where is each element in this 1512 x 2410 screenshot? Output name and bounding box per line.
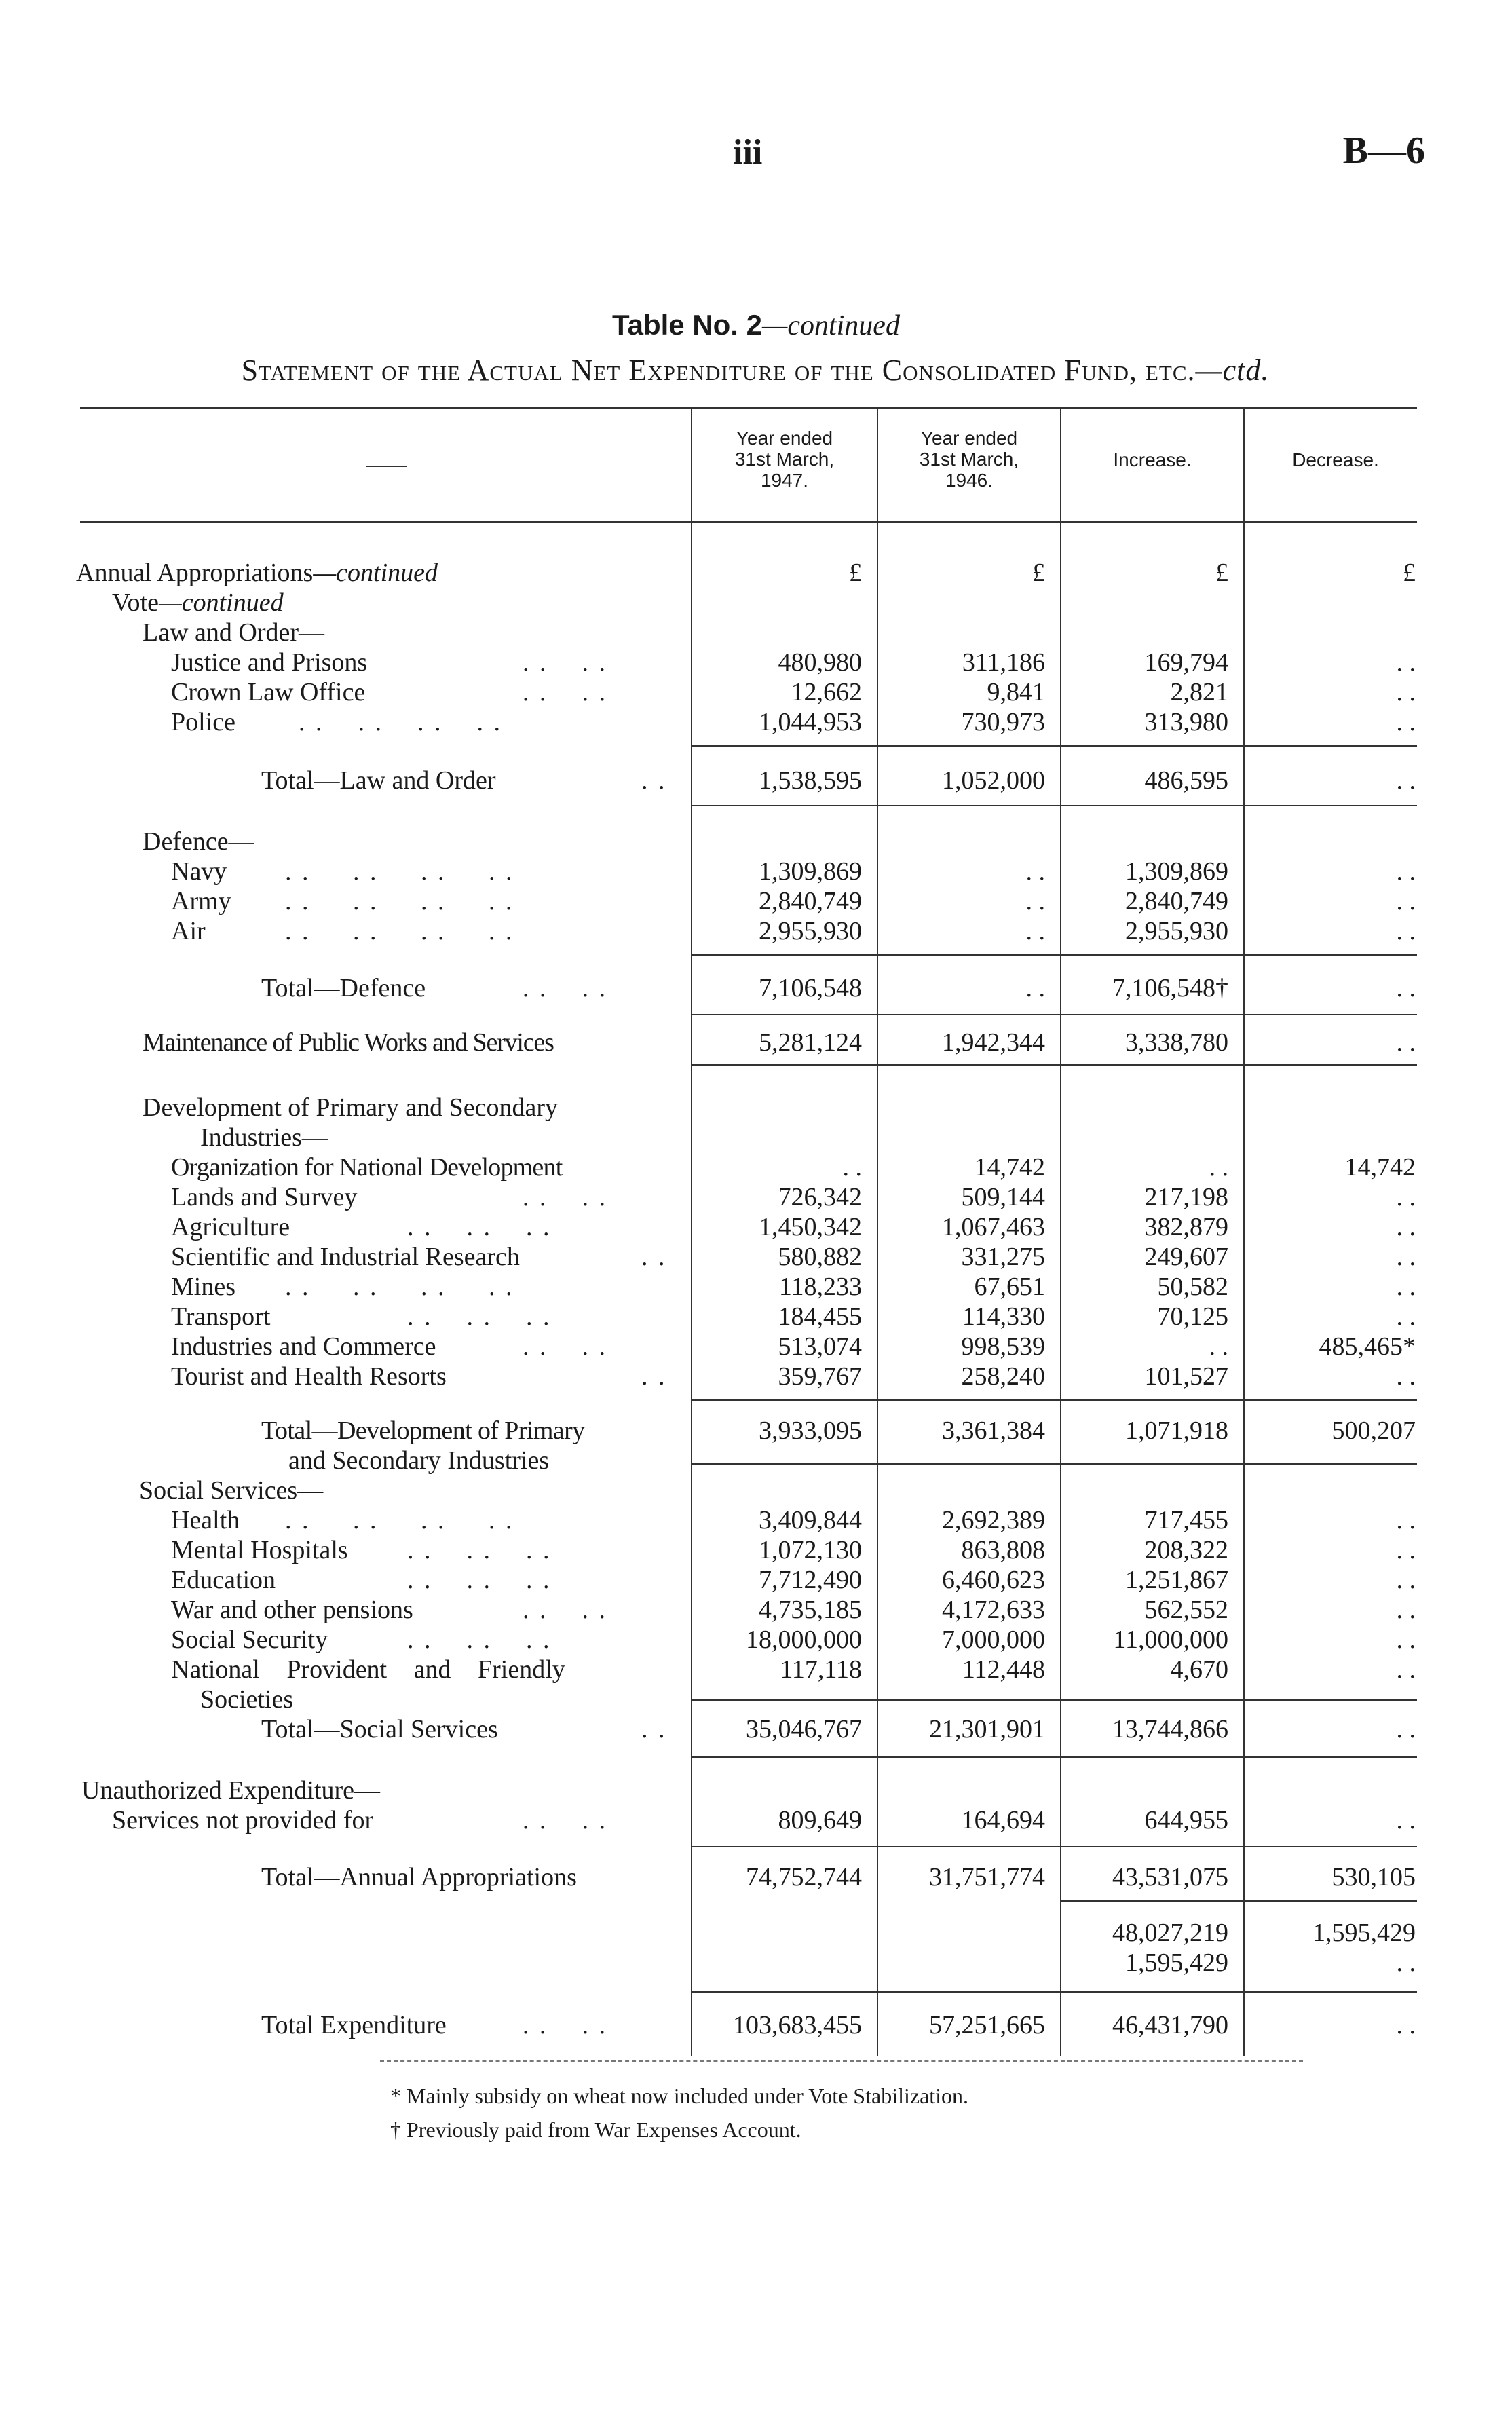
- heading-social-services: Social Services—: [139, 1476, 324, 1505]
- subtotal-rule: [691, 1014, 1417, 1015]
- cell-decrease: . .: [1396, 1506, 1416, 1535]
- table-subtitle: [80, 353, 1431, 388]
- leader-dots: . . . . . .: [407, 1566, 552, 1594]
- cell-1946: 311,186: [962, 648, 1045, 677]
- cell-1946: 730,973: [961, 708, 1045, 736]
- cell-1946: 57,251,665: [929, 2011, 1045, 2039]
- row-label: National Provident and Friendly: [171, 1655, 565, 1684]
- heading-defence: Defence—: [143, 827, 254, 856]
- cell-decrease: . .: [1396, 974, 1416, 1002]
- total-row: [0, 973, 1512, 1003]
- cell-1947: 7,712,490: [759, 1566, 862, 1594]
- cell-1946: 863,808: [961, 1536, 1045, 1564]
- heading-vote: [112, 588, 284, 618]
- leader-dots: . . . .: [523, 974, 607, 1002]
- cell-decrease: . .: [1396, 1213, 1416, 1241]
- heading-industries: Industries—: [200, 1123, 328, 1152]
- grand-total-row: [0, 2010, 1512, 2040]
- cell-increase: 169,794: [1144, 648, 1228, 677]
- table-row: [0, 1361, 1512, 1391]
- leader-dots: . . . . . . . .: [285, 917, 514, 945]
- subtotal-rule: [691, 745, 1417, 747]
- table-row: [0, 1655, 1512, 1684]
- cell-1947: 3,933,095: [759, 1416, 862, 1445]
- cell-1946: 6,460,623: [942, 1566, 1045, 1594]
- leader-dots: . . . . . .: [407, 1625, 552, 1654]
- leader-dots: . . . . . .: [407, 1302, 552, 1331]
- subtotal-rule: [691, 1399, 1417, 1401]
- table-row: [0, 856, 1512, 886]
- subtotal-rule: [691, 1846, 1417, 1847]
- table-row: [0, 1565, 1512, 1595]
- cell-increase: 208,322: [1144, 1536, 1228, 1564]
- leader-dots: . .: [641, 1715, 667, 1744]
- cell-1947: 480,980: [778, 648, 862, 677]
- heading-law-and-order: Law and Order—: [143, 618, 325, 647]
- cell-increase: 562,552: [1144, 1596, 1228, 1624]
- leader-dots: . . . . . . . .: [285, 1506, 514, 1535]
- cell-1947: 4,735,185: [759, 1596, 862, 1624]
- section-rule: [691, 1064, 1417, 1066]
- table-row: [0, 1505, 1512, 1535]
- row-label: Lands and Survey: [171, 1183, 358, 1211]
- cell-1947: 513,074: [778, 1332, 862, 1361]
- cell-increase: 217,198: [1144, 1183, 1228, 1211]
- heading-row: [0, 588, 1512, 618]
- cell-decrease: . .: [1396, 678, 1416, 707]
- heading-development: Development of Primary and Secondary: [143, 1093, 559, 1122]
- cell-1946: 258,240: [961, 1362, 1045, 1391]
- heading-vote-continued: —continued: [158, 588, 284, 617]
- col-head-1947-line1: Year ended: [736, 428, 833, 449]
- col-head-1946-line3: 1946.: [945, 470, 994, 491]
- row-label-continued: and Secondary Industries: [288, 1446, 550, 1475]
- leader-dots: . . . .: [523, 1806, 607, 1834]
- table-row: [0, 1595, 1512, 1625]
- row-label: Total—Law and Order: [261, 766, 496, 795]
- cell-decrease: . .: [1396, 2011, 1416, 2039]
- cell-1946: 1,052,000: [942, 766, 1045, 795]
- leader-dots: . . . .: [523, 1183, 607, 1211]
- col-head-1947-line3: 1947.: [760, 470, 809, 491]
- cell-1947: 74,752,744: [746, 1863, 862, 1891]
- row-label: Tourist and Health Resorts: [171, 1362, 447, 1391]
- cell-decrease: . .: [1396, 1566, 1416, 1594]
- cell-increase: 1,071,918: [1125, 1416, 1228, 1445]
- col-head-1946-line2: 31st March,: [919, 449, 1019, 470]
- currency-row: [0, 558, 1512, 588]
- cell-1947: 103,683,455: [733, 2011, 862, 2039]
- document-code: B—6: [1342, 130, 1425, 172]
- row-label: Agriculture: [171, 1213, 290, 1241]
- cell-increase: 70,125: [1157, 1302, 1228, 1331]
- row-label: Maintenance of Public Works and Services: [143, 1028, 554, 1057]
- cell-increase: 1,595,429: [1125, 1948, 1228, 1977]
- cell-1946: . .: [1025, 887, 1045, 916]
- leader-dots: . . . .: [523, 648, 607, 677]
- heading-row: [0, 618, 1512, 647]
- cell-1947: 1,072,130: [759, 1536, 862, 1564]
- cell-decrease: . .: [1396, 1183, 1416, 1211]
- cell-1947: 359,767: [778, 1362, 862, 1391]
- subtotal-rule: [691, 805, 1417, 806]
- table-row: [0, 677, 1512, 707]
- subtotal-rule: [691, 1463, 1417, 1465]
- leader-dots: . . . . . . . .: [285, 1273, 514, 1301]
- cell-decrease: . .: [1396, 887, 1416, 916]
- cell-1946: 2,692,389: [942, 1506, 1045, 1535]
- table-bottom-rule: [380, 2060, 1303, 2062]
- table-row: [0, 1152, 1512, 1182]
- cell-1947: 18,000,000: [746, 1625, 862, 1654]
- cell-1947: 7,106,548: [759, 974, 862, 1002]
- leader-dots: . . . . . .: [407, 1213, 552, 1241]
- row-label: Mental Hospitals: [171, 1536, 348, 1564]
- cell-increase: 644,955: [1144, 1806, 1228, 1834]
- cell-1946: . .: [1025, 974, 1045, 1002]
- cell-increase: 2,840,749: [1125, 887, 1228, 916]
- leader-dots: . .: [641, 1243, 667, 1271]
- heading-annual-continued: —continued: [313, 559, 438, 587]
- row-label: Navy: [171, 857, 227, 886]
- heading-row: [0, 1475, 1512, 1505]
- table-subtitle-main: Statement of the Actual Net Expenditure of the Consolidated Fund, etc.: [241, 354, 1196, 387]
- cell-decrease: . .: [1396, 1596, 1416, 1624]
- leader-dots: . . . . . .: [407, 1536, 552, 1564]
- cell-increase: . .: [1209, 1153, 1228, 1182]
- cell-decrease: . .: [1396, 1028, 1416, 1057]
- table-row: [0, 1625, 1512, 1655]
- cell-increase: 382,879: [1144, 1213, 1228, 1241]
- cell-increase: 2,821: [1170, 678, 1228, 707]
- col-head-1947: [694, 428, 875, 491]
- subtotal-rule: [691, 1699, 1417, 1701]
- heading-row: [0, 1775, 1512, 1805]
- row-label: Total—Development of Primary: [261, 1416, 585, 1445]
- col-head-increase: Increase.: [1113, 449, 1192, 470]
- table-row: [0, 1028, 1512, 1057]
- row-label: Total—Defence: [261, 974, 426, 1002]
- cell-1946: 14,742: [974, 1153, 1045, 1182]
- cell-1947: 1,044,953: [759, 708, 862, 736]
- cell-increase: 313,980: [1144, 708, 1228, 736]
- cell-increase: 717,455: [1144, 1506, 1228, 1535]
- table-title: [0, 309, 1512, 342]
- heading-annual-text: Annual Appropriations: [76, 559, 314, 587]
- cell-1946: 21,301,901: [929, 1715, 1045, 1744]
- row-label: Army: [171, 887, 231, 916]
- cell-decrease: . .: [1396, 1536, 1416, 1564]
- table-row: [0, 1212, 1512, 1242]
- cell-increase: 2,955,930: [1125, 917, 1228, 945]
- table-row: [0, 886, 1512, 916]
- cell-1947: 809,649: [778, 1806, 862, 1834]
- cell-increase: 13,744,866: [1112, 1715, 1228, 1744]
- total-row: [0, 1416, 1512, 1446]
- cell-decrease: 500,207: [1331, 1416, 1416, 1445]
- table-row: [0, 916, 1512, 946]
- cell-1947: 5,281,124: [759, 1028, 862, 1057]
- cell-1947: 184,455: [778, 1302, 862, 1331]
- heading-vote-text: Vote: [112, 588, 159, 617]
- cell-decrease: . .: [1396, 1302, 1416, 1331]
- subtotal-rule: [691, 1991, 1417, 1993]
- cell-decrease: . .: [1396, 1243, 1416, 1271]
- row-label: Education: [171, 1566, 276, 1594]
- leader-dots: . . . .: [523, 1332, 607, 1361]
- table-row: [0, 1272, 1512, 1302]
- cell-1947: 2,955,930: [759, 917, 862, 945]
- subtotal-rule: [1060, 1900, 1417, 1902]
- cell-increase: 50,582: [1157, 1273, 1228, 1301]
- col-head-1947-line2: 31st March,: [734, 449, 835, 470]
- table-row: [0, 1332, 1512, 1361]
- cell-1947: 1,309,869: [759, 857, 862, 886]
- cell-1946: 9,841: [987, 678, 1045, 707]
- cell-1946: 164,694: [961, 1806, 1045, 1834]
- net-row: [0, 1948, 1512, 1978]
- cell-decrease: . .: [1396, 917, 1416, 945]
- cell-increase: 3,338,780: [1125, 1028, 1228, 1057]
- cell-decrease: . .: [1396, 1948, 1416, 1977]
- heading-annual-appropriations: [76, 558, 438, 588]
- row-label: Services not provided for: [112, 1806, 374, 1834]
- currency-1947: £: [849, 559, 862, 587]
- row-label: Industries and Commerce: [171, 1332, 436, 1361]
- cell-increase: . .: [1209, 1332, 1228, 1361]
- table-row: [0, 647, 1512, 677]
- cell-1947: 1,450,342: [759, 1213, 862, 1241]
- cell-decrease: 14,742: [1344, 1153, 1416, 1182]
- table-row: [0, 1535, 1512, 1565]
- cell-1947: 35,046,767: [746, 1715, 862, 1744]
- stub-heading-dash: [366, 466, 407, 467]
- leader-dots: . .: [641, 1362, 667, 1391]
- subtotal-rule: [691, 954, 1417, 956]
- cell-1947: 726,342: [778, 1183, 862, 1211]
- row-label: Total—Annual Appropriations: [261, 1863, 577, 1891]
- cell-1946: . .: [1025, 917, 1045, 945]
- cell-1947: 118,233: [778, 1273, 862, 1301]
- leader-dots: . . . .: [523, 678, 607, 707]
- total-row: [0, 1714, 1512, 1744]
- header-bottom-rule: [80, 521, 1417, 523]
- cell-1946: 67,651: [974, 1273, 1045, 1301]
- cell-1947: 117,118: [780, 1655, 862, 1684]
- cell-1946: 114,330: [962, 1302, 1045, 1331]
- row-label: Total Expenditure: [261, 2011, 447, 2039]
- table-row: [0, 1242, 1512, 1272]
- row-label: Transport: [171, 1302, 271, 1331]
- row-label-continued: Societies: [200, 1685, 294, 1714]
- cell-increase: 43,531,075: [1112, 1863, 1228, 1891]
- row-label: Social Security: [171, 1625, 328, 1654]
- cell-1946: 998,539: [961, 1332, 1045, 1361]
- cell-decrease: . .: [1396, 857, 1416, 886]
- leader-dots: . . . . . . . .: [285, 887, 514, 916]
- total-row: [0, 1862, 1512, 1892]
- row-label: War and other pensions: [171, 1596, 413, 1624]
- cell-increase: 48,027,219: [1112, 1919, 1228, 1947]
- cell-decrease: 485,465*: [1319, 1332, 1416, 1361]
- header-top-rule: [80, 407, 1417, 409]
- cell-1947: 12,662: [791, 678, 862, 707]
- cell-decrease: . .: [1396, 1655, 1416, 1684]
- footnote-dagger: † Previously paid from War Expenses Account.: [390, 2117, 801, 2142]
- cell-increase: 46,431,790: [1112, 2011, 1228, 2039]
- cell-decrease: . .: [1396, 1625, 1416, 1654]
- net-row: [0, 1918, 1512, 1948]
- cell-1946: 31,751,774: [929, 1863, 1045, 1891]
- leader-dots: . . . .: [523, 2011, 607, 2039]
- row-label: Air: [171, 917, 206, 945]
- currency-decrease: £: [1403, 559, 1416, 587]
- leader-dots: . . . .: [523, 1596, 607, 1624]
- table-row: [0, 1805, 1512, 1835]
- cell-1946: 1,067,463: [942, 1213, 1045, 1241]
- heading-row: [0, 827, 1512, 856]
- row-label: Scientific and Industrial Research: [171, 1243, 520, 1271]
- row-label: Justice and Prisons: [171, 648, 368, 677]
- col-head-1946-line1: Year ended: [920, 428, 1018, 449]
- table-row: [0, 1182, 1512, 1212]
- row-label: Police: [171, 708, 235, 736]
- row-label: Health: [171, 1506, 240, 1535]
- leader-dots: . . . . . . . .: [299, 708, 502, 736]
- table-title-number: Table No. 2: [612, 309, 762, 341]
- cell-1947: . .: [842, 1153, 862, 1182]
- cell-1946: 1,942,344: [942, 1028, 1045, 1057]
- cell-decrease: . .: [1396, 648, 1416, 677]
- cell-increase: 101,527: [1144, 1362, 1228, 1391]
- row-label: Crown Law Office: [171, 678, 366, 707]
- table-row: [0, 707, 1512, 737]
- currency-increase: £: [1215, 559, 1228, 587]
- cell-decrease: . .: [1396, 708, 1416, 736]
- heading-row: [0, 1093, 1512, 1123]
- col-head-1946: [880, 428, 1059, 491]
- cell-1947: 1,538,595: [759, 766, 862, 795]
- total-row: [0, 766, 1512, 795]
- cell-1946: 331,275: [961, 1243, 1045, 1271]
- cell-decrease: . .: [1396, 1715, 1416, 1744]
- cell-increase: 7,106,548†: [1112, 974, 1228, 1002]
- cell-1946: 7,000,000: [942, 1625, 1045, 1654]
- col-head-decrease: Decrease.: [1292, 449, 1379, 470]
- cell-increase: 1,309,869: [1125, 857, 1228, 886]
- row-label: Mines: [171, 1273, 235, 1301]
- table-subtitle-tail: —ctd.: [1195, 354, 1270, 387]
- cell-decrease: . .: [1396, 1806, 1416, 1834]
- cell-1947: 3,409,844: [759, 1506, 862, 1535]
- cell-increase: 249,607: [1144, 1243, 1228, 1271]
- footnote-star: * Mainly subsidy on wheat now included under Vote Stabilization.: [390, 2084, 969, 2108]
- heading-unauthorized: Unauthorized Expenditure—: [81, 1776, 381, 1805]
- cell-1946: 509,144: [961, 1183, 1045, 1211]
- leader-dots: . . . . . . . .: [285, 857, 514, 886]
- table-title-continued: —continued: [761, 310, 900, 341]
- subtotal-rule: [691, 1756, 1417, 1758]
- row-label: Organization for National Development: [171, 1153, 563, 1182]
- cell-decrease: 1,595,429: [1312, 1919, 1416, 1947]
- cell-increase: 11,000,000: [1113, 1625, 1228, 1654]
- cell-decrease: 530,105: [1331, 1863, 1416, 1891]
- cell-1946: . .: [1025, 857, 1045, 886]
- table-row: [0, 1302, 1512, 1332]
- currency-1946: £: [1032, 559, 1045, 587]
- cell-increase: 4,670: [1170, 1655, 1228, 1684]
- cell-1947: 2,840,749: [759, 887, 862, 916]
- page-number: iii: [733, 133, 763, 172]
- cell-decrease: . .: [1396, 1273, 1416, 1301]
- row-label: Total—Social Services: [261, 1715, 498, 1744]
- cell-1946: 4,172,633: [942, 1596, 1045, 1624]
- cell-decrease: . .: [1396, 766, 1416, 795]
- cell-1946: 3,361,384: [942, 1416, 1045, 1445]
- cell-increase: 1,251,867: [1125, 1566, 1228, 1594]
- cell-decrease: . .: [1396, 1362, 1416, 1391]
- cell-increase: 486,595: [1144, 766, 1228, 795]
- leader-dots: . .: [641, 766, 667, 795]
- total-row-continued: [0, 1446, 1512, 1475]
- cell-1947: 580,882: [778, 1243, 862, 1271]
- cell-1946: 112,448: [962, 1655, 1045, 1684]
- heading-row: [0, 1123, 1512, 1152]
